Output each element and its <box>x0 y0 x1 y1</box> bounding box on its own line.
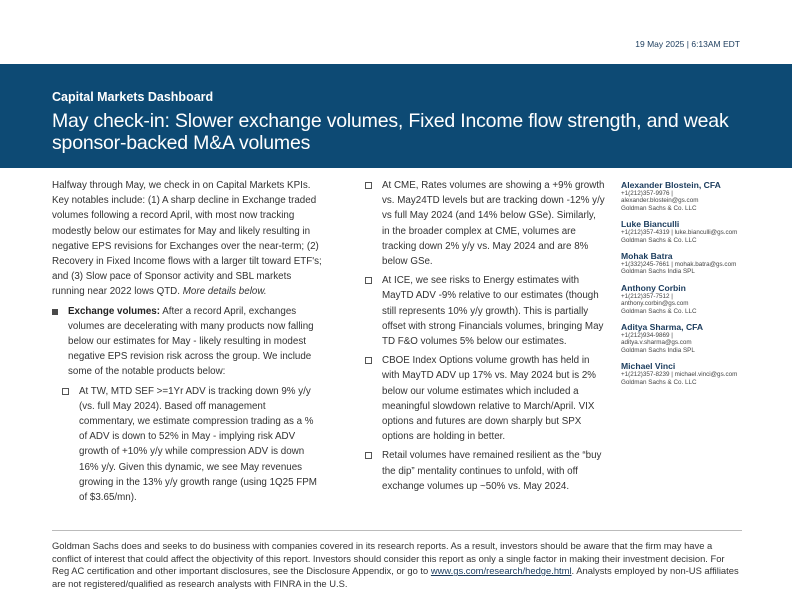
disclaimer-text-end: . Analysts employed by non-US affiliates are not registered/qualified as research analysts with FINRA in the U.S. <box>52 565 739 589</box>
intro-more: More details below. <box>182 286 267 298</box>
report-date: 19 May 2025 | 6:13AM EDT <box>635 39 740 49</box>
author-card <box>621 251 751 276</box>
list-item <box>365 178 605 269</box>
bullet-text <box>68 304 322 380</box>
left-column <box>52 178 322 505</box>
divider <box>52 530 742 531</box>
author-name[interactable]: Mohak Batra <box>621 251 673 262</box>
author-card <box>621 361 751 386</box>
author-contact[interactable]: +1(212)357-4319 | luke.bianculli@gs.com <box>621 229 738 237</box>
list-item-text: At CME, Rates volumes are showing a +9% growth vs. May24TD levels but are tracking down -12% y/y vs full May 2024 (and 14% below GSe). Similarly, in the broader complex at CME, volumes are tracking down 2% y/y vs. May 2024 and are 8% below GSe. <box>382 180 605 268</box>
list-item <box>365 273 605 349</box>
author-card <box>621 283 751 315</box>
author-contact[interactable]: +1(212)357-8239 | michael.vinci@gs.com <box>621 371 738 379</box>
list-item <box>365 353 605 444</box>
author-firm: Goldman Sachs & Co. LLC <box>621 236 697 244</box>
list-item-text: Retail volumes have remained resilient as the “buy the dip” mentality continues to unfold, with off exchange volumes up ~50% vs. May 2024. <box>382 450 602 492</box>
authors-column <box>621 180 751 393</box>
open-square-bullet-icon <box>365 448 382 494</box>
open-square-bullet-icon <box>365 353 382 444</box>
list-item <box>365 448 605 494</box>
disclaimer-text: Goldman Sachs does and seeks to do business with companies covered in its research reports. As a result, investors should be aware that the firm may have a conflict of interest that could affect the objectivity of this report. Investors should consider this report as only a single factor in making their investment decision. For Reg AC certification and other important disclosures, see the Disclosure Appendix, or go to <box>52 540 725 576</box>
author-firm: Goldman Sachs India SPL <box>621 268 695 276</box>
author-name[interactable]: Alexander Blostein, CFA <box>621 180 721 190</box>
middle-column <box>365 178 605 498</box>
sub-bullet-text: At TW, MTD SEF >=1Yr ADV is tracking down 9% y/y (vs. full May 2024). Based off management commentary, we estimate compression trading as a % of ADV is down to 52% in May - implying risk ADV growth of +10% y/y while compression ADV is down 16% y/y. Given this dynamic, we see May revenues growing in the 13% y/y growth range (using 1Q25 FPM of $3.65/mn). <box>79 385 317 504</box>
disclosure-link[interactable]: www.gs.com/research/hedge.html <box>430 565 572 576</box>
open-square-bullet-icon <box>365 178 382 269</box>
author-name[interactable]: Michael Vinci <box>621 361 676 372</box>
author-firm: Goldman Sachs & Co. LLC <box>621 378 697 386</box>
author-contact[interactable]: +1(332)245-7661 | mohak.batra@gs.com <box>621 261 737 269</box>
author-contact: +1(212)357-7512 | <box>621 292 673 300</box>
bullet-title: Exchange volumes: <box>68 305 161 317</box>
author-email[interactable]: alexander.blostein@gs.com <box>621 197 699 205</box>
author-firm: Goldman Sachs India SPL <box>621 346 695 354</box>
title-banner <box>0 64 792 168</box>
list-item-text: CBOE Index Options volume growth has held in with MayTD ADV up 17% vs. May 2024 but is 2% below our volume estimates which included a meaningful slowdown relative to March/April. VIX options and futures are down sharply but SPX options are holding in better. <box>382 355 596 443</box>
page-title: May check-in: Slower exchange volumes, Fixed Income flow strength, and weak sponsor-backed M&A volumes <box>52 110 729 154</box>
author-email[interactable]: aditya.v.sharma@gs.com <box>621 339 692 347</box>
author-card <box>621 219 751 244</box>
report-series: Capital Markets Dashboard <box>52 90 214 104</box>
author-contact: +1(212)357-9976 | <box>621 190 673 197</box>
author-name[interactable]: Luke Bianculli <box>621 219 680 230</box>
author-firm: Goldman Sachs & Co. LLC <box>621 307 697 315</box>
author-firm: Goldman Sachs & Co. LLC <box>621 204 697 212</box>
bullet-body: After a record April, exchanges volumes are decelerating with many products now falling below our estimates for May - likely resulting in modest negative EPS revision risk across the group. We include some of the notable products below: <box>68 305 314 378</box>
list-item-text: At ICE, we see risks to Energy estimates with MayTD ADV -9% relative to our estimates (though still represents 10% y/y growth). This is partially offset with strong Financials volumes, bringing May TD F&O volumes 5% below our estimates. <box>382 275 604 348</box>
disclaimer <box>52 540 742 590</box>
author-name[interactable]: Aditya Sharma, CFA <box>621 322 704 333</box>
author-name[interactable]: Anthony Corbin <box>621 282 686 293</box>
author-contact: +1(212)934-9869 | <box>621 332 673 340</box>
open-square-bullet-icon <box>365 273 382 349</box>
author-card <box>621 322 751 354</box>
sub-bullet <box>52 384 322 506</box>
open-square-bullet-icon <box>62 384 79 506</box>
author-card <box>621 180 751 212</box>
intro-text: Halfway through May, we check in on Capital Markets KPIs. Key notables include: (1) A sharp decline in Exchange traded volumes following a record April, with most now tracking modestly below our estimates for May and likely resulting in negative EPS revisions for Exchanges over the near-term; (2) Recovery in Fixed Income flows with a larger tilt toward ETF's; and (3) Slow pace of Sponsor activity and SBL markets running near 2022 lows QTD. <box>52 180 322 298</box>
filled-square-bullet-icon <box>52 304 68 380</box>
intro-paragraph <box>52 178 322 300</box>
bullet-exchange-volumes <box>52 304 322 380</box>
author-email[interactable]: anthony.corbin@gs.com <box>621 300 689 308</box>
